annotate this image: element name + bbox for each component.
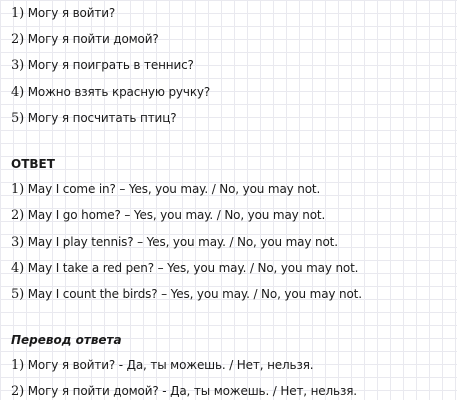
question-item xyxy=(11,58,194,73)
translation-item xyxy=(11,384,357,399)
item-number: 2) xyxy=(11,384,25,399)
item-text: Могу я поиграть в теннис? xyxy=(27,58,194,72)
item-text: Могу я пойти домой? - Да, ты можешь. / Нет, нельзя. xyxy=(27,384,357,398)
answer-item xyxy=(11,182,320,197)
question-item xyxy=(11,6,115,21)
item-text: May I count the birds? – Yes, you may. / No, you may not. xyxy=(27,287,362,301)
item-number: 3) xyxy=(11,235,25,250)
answer-item xyxy=(11,235,338,250)
item-text: Можно взять красную ручку? xyxy=(27,85,211,99)
item-number: 5) xyxy=(11,111,25,126)
answer-item xyxy=(11,287,362,302)
item-number: 1) xyxy=(11,182,25,197)
translation-heading: Перевод ответа xyxy=(11,333,122,347)
question-item xyxy=(11,111,176,126)
item-number: 1) xyxy=(11,6,25,21)
answer-item xyxy=(11,261,358,276)
answer-item xyxy=(11,208,325,223)
question-item xyxy=(11,32,159,47)
item-number: 1) xyxy=(11,358,25,373)
translation-item xyxy=(11,358,313,373)
item-text: May I come in? – Yes, you may. / No, you may not. xyxy=(27,182,321,196)
item-text: Могу я пойти домой? xyxy=(27,32,159,46)
item-text: May I take a red pen? – Yes, you may. / No, you may not. xyxy=(27,261,359,275)
item-number: 4) xyxy=(11,85,25,100)
item-text: May I go home? – Yes, you may. / No, you may not. xyxy=(27,208,326,222)
answer-heading: ОТВЕТ xyxy=(11,157,55,171)
item-text: Могу я войти? - Да, ты можешь. / Нет, нельзя. xyxy=(27,358,314,372)
item-number: 3) xyxy=(11,58,25,73)
item-number: 2) xyxy=(11,32,25,47)
item-text: Могу я посчитать птиц? xyxy=(27,111,177,125)
item-text: May I play tennis? – Yes, you may. / No, you may not. xyxy=(27,235,338,249)
item-text: Могу я войти? xyxy=(27,6,116,20)
item-number: 4) xyxy=(11,261,25,276)
question-item xyxy=(11,85,210,100)
item-number: 2) xyxy=(11,208,25,223)
item-number: 5) xyxy=(11,287,25,302)
